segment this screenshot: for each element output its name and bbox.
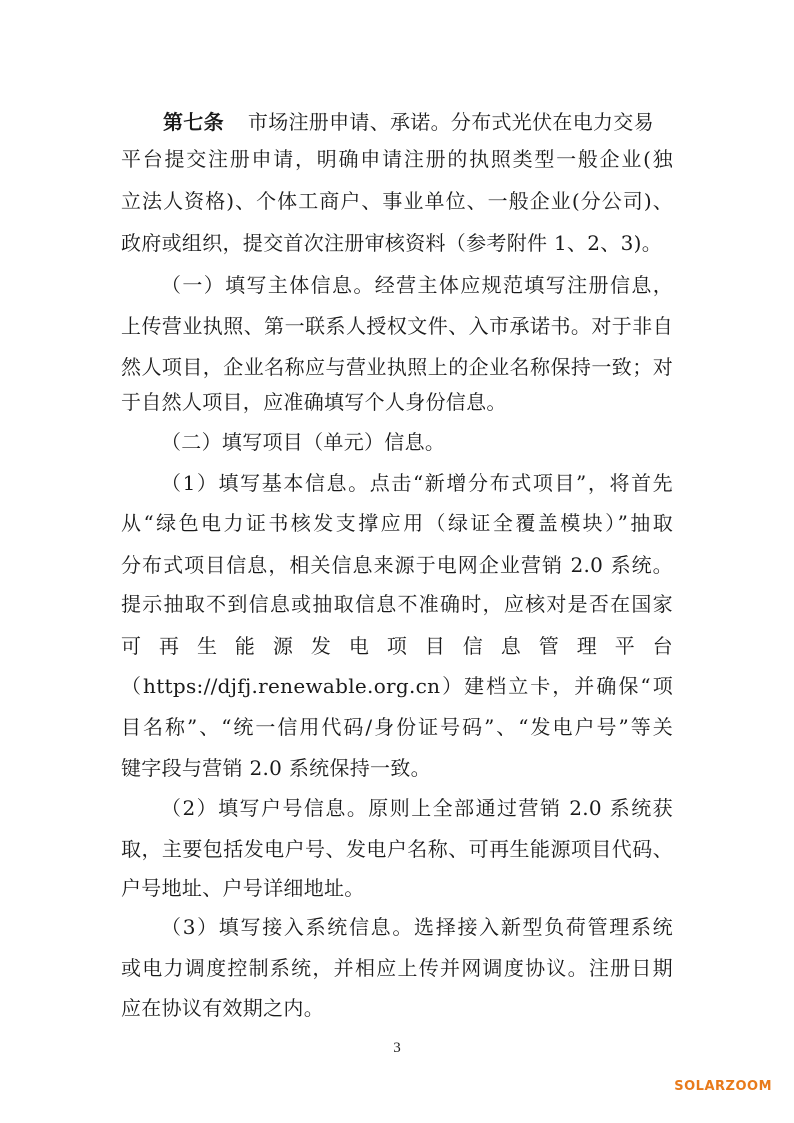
page-number: 3 — [393, 1040, 401, 1056]
paragraph-line: 于自然人项目，应准确填写个人身份信息。 — [121, 390, 507, 414]
paragraph-line: 分布式项目信息，相关信息来源于电网企业营销 2.0 系统。 — [121, 553, 673, 577]
paragraph-line: 平台提交注册申请，明确申请注册的执照类型一般企业(独 — [121, 147, 673, 171]
paragraph-line: 目名称”、“统一信用代码/身份证号码”、“发电户号”等关 — [121, 715, 673, 739]
paragraph-line: 从“绿色电力证书核发支撑应用（绿证全覆盖模块）”抽取 — [121, 511, 673, 535]
paragraph-line: 提示抽取不到信息或抽取信息不准确时，应核对是否在国家 — [121, 592, 673, 616]
paragraph-line: 上传营业执照、第一联系人授权文件、入市承诺书。对于非自 — [121, 314, 673, 338]
paragraph-line: 户号地址、户号详细地址。 — [121, 876, 365, 900]
paragraph-line: （二）填写项目（单元）信息。 — [161, 430, 446, 454]
paragraph-line: 可 再 生 能 源 发 电 项 目 信 息 管 理 平 台 — [121, 634, 673, 658]
paragraph-line: 应在协议有效期之内。 — [121, 996, 324, 1020]
article-heading: 第七条 — [163, 110, 224, 134]
paragraph-line — [163, 110, 673, 134]
watermark-logo: SOLARZOOM — [674, 1079, 772, 1094]
paragraph-line: 立法人资格)、个体工商户、事业单位、一般企业(分公司)、 — [121, 189, 673, 213]
paragraph-line: 取，主要包括发电户号、发电户名称、可再生能源项目代码、 — [121, 837, 673, 861]
paragraph-line: （3）填写接入系统信息。选择接入新型负荷管理系统 — [161, 915, 673, 939]
paragraph-line: 政府或组织，提交首次注册审核资料（参考附件 1、2、3)。 — [121, 231, 663, 255]
line-text: 市场注册申请、承诺。分布式光伏在电力交易 — [247, 110, 654, 134]
paragraph-line: 然人项目，企业名称应与营业执照上的企业名称保持一致；对 — [121, 355, 673, 379]
paragraph-line: （1）填写基本信息。点击“新增分布式项目”，将首先 — [161, 471, 673, 495]
paragraph-line: （2）填写户号信息。原则上全部通过营销 2.0 系统获 — [161, 796, 673, 820]
paragraph-line: 或电力调度控制系统，并相应上传并网调度协议。注册日期 — [121, 956, 673, 980]
paragraph-line: （一）填写主体信息。经营主体应规范填写注册信息， — [161, 273, 673, 297]
paragraph-line: （https://djfj.renewable.org.cn）建档立卡，并确保“项 — [121, 674, 673, 698]
paragraph-line: 键字段与营销 2.0 系统保持一致。 — [121, 756, 431, 780]
